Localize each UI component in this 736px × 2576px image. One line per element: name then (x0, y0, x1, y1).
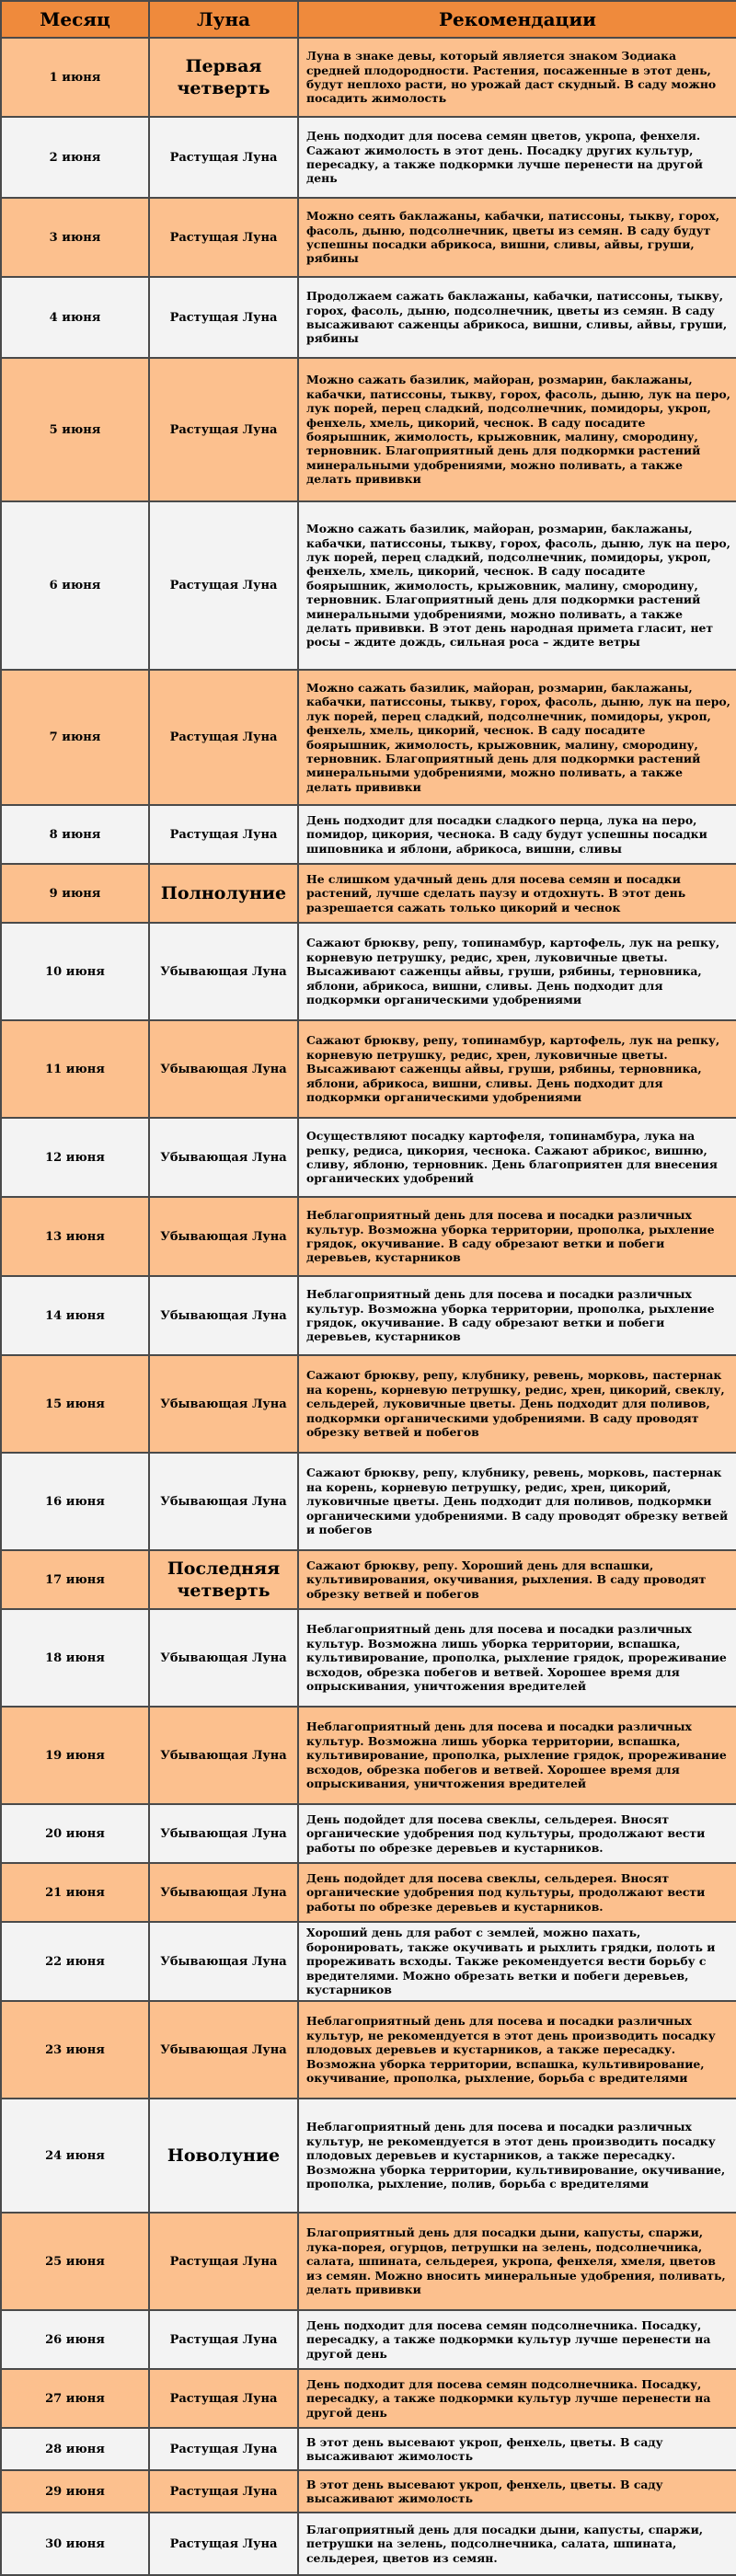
row-recommendation: Можно сажать базилик, майоран, розмарин, баклажаны, кабачки, патиссоны, тыкву, горох, фасоль, дыню, лук на перо, лук порей, перец сладкий, подсолнечник, помидоры, укроп, фенхель, хмель, цикорий, чеснок. В саду посадите боярышник, жимолость, крыжовник, малину, смородину, терновник. Благоприятный день для подкормки растений минеральными удобрениями, можно поливать, а также делать прививки (298, 358, 736, 501)
row-recommendation: Неблагоприятный день для посева и посадки различных культур. Возможна уборка территории, прополка, рыхление грядок, окучивание. В саду обрезают ветки и побеги деревьев, кустарников (298, 1197, 736, 1276)
row-moon-phase: Последняя четверть (149, 1550, 298, 1609)
row-moon-phase: Убывающая Луна (149, 1118, 298, 1197)
row-moon-phase: Первая четверть (149, 38, 298, 117)
row-date: 15 июня (1, 1355, 149, 1453)
table-row (1, 501, 736, 670)
row-moon-phase: Убывающая Луна (149, 1355, 298, 1453)
row-moon-phase: Растущая Луна (149, 117, 298, 198)
table-row (1, 2428, 736, 2470)
row-date: 28 июня (1, 2428, 149, 2470)
row-date: 2 июня (1, 117, 149, 198)
header-month: Месяц (1, 1, 149, 38)
row-date: 17 июня (1, 1550, 149, 1609)
row-date: 3 июня (1, 198, 149, 277)
row-moon-phase: Новолуние (149, 2099, 298, 2213)
row-moon-phase: Растущая Луна (149, 198, 298, 277)
row-moon-phase: Убывающая Луна (149, 1707, 298, 1804)
table-row (1, 2470, 736, 2513)
row-recommendation: Сажают брюкву, репу, клубнику, ревень, морковь, пастернак на корень, корневую петрушку, редис, хрен, цикорий, луковичные цветы. День подходит для поливов, подкормки органическими удобрениями. В саду проводят обрезку ветвей и побегов (298, 1453, 736, 1550)
row-date: 4 июня (1, 277, 149, 358)
row-date: 30 июня (1, 2513, 149, 2575)
row-recommendation: Неблагоприятный день для посева и посадки различных культур, не рекомендуется в этот день производить посадку плодовых деревьев и кустарников, а также пересадку. Возможна уборка территории, культивирование, окучивание, прополка, рыхление, полив, борьба с вредителями (298, 2099, 736, 2213)
row-recommendation: День подходит для посева семян подсолнечника. Посадку, пересадку, а также подкормки культур лучше перенести на другой день (298, 2369, 736, 2428)
row-recommendation: День подходит для посадки сладкого перца, лука на перо, помидор, цикория, чеснока. В саду будут успешны посадки шиповника и яблони, абрикоса, вишни, сливы (298, 805, 736, 864)
header-moon: Луна (149, 1, 298, 38)
header-row (1, 1, 736, 38)
table-row (1, 2213, 736, 2310)
row-moon-phase: Растущая Луна (149, 2213, 298, 2310)
row-date: 10 июня (1, 923, 149, 1020)
row-moon-phase: Растущая Луна (149, 670, 298, 805)
row-moon-phase: Растущая Луна (149, 2369, 298, 2428)
row-recommendation: Можно сеять баклажаны, кабачки, патиссоны, тыкву, горох, фасоль, дыню, подсолнечник, цветы из семян. В саду будут успешны посадки абрикоса, вишни, сливы, айвы, груши, рябины (298, 198, 736, 277)
table-row (1, 198, 736, 277)
row-moon-phase: Полнолуние (149, 864, 298, 923)
table-row (1, 38, 736, 117)
row-moon-phase: Убывающая Луна (149, 1863, 298, 1922)
table-row (1, 670, 736, 805)
row-moon-phase: Убывающая Луна (149, 1804, 298, 1863)
row-moon-phase: Растущая Луна (149, 2513, 298, 2575)
row-moon-phase: Убывающая Луна (149, 923, 298, 1020)
row-date: 20 июня (1, 1804, 149, 1863)
row-date: 23 июня (1, 2001, 149, 2099)
row-recommendation: Осуществляют посадку картофеля, топинамбура, лука на репку, редиса, цикория, чеснока. Сажают абрикос, вишню, сливу, яблоню, терновник. День благоприятен для внесения органических удобрений (298, 1118, 736, 1197)
row-recommendation: Продолжаем сажать баклажаны, кабачки, патиссоны, тыкву, горох, фасоль, дыню, подсолнечник, цветы из семян. В саду высаживают саженцы абрикоса, вишни, сливы, айвы, груши, рябины (298, 277, 736, 358)
row-recommendation: Неблагоприятный день для посева и посадки различных культур. Возможна лишь уборка территории, вспашка, культивирование, прополка, рыхление грядок, прореживание всходов, обрезка побегов и ветвей. Хорошее время для опрыскивания, уничтожения вредителей (298, 1707, 736, 1804)
table-row (1, 2001, 736, 2099)
row-recommendation: День подходит для посева семян подсолнечника. Посадку, пересадку, а также подкормки культур лучше перенести на другой день (298, 2310, 736, 2369)
table-row (1, 2099, 736, 2213)
row-recommendation: Сажают брюкву, репу, топинамбур, картофель, лук на репку, корневую петрушку, редис, хрен, луковичные цветы. Высаживают саженцы айвы, груши, рябины, терновника, яблони, абрикоса, вишни, сливы. День подходит для подкормки органическими удобрениями (298, 923, 736, 1020)
row-recommendation: В этот день высевают укроп, фенхель, цветы. В саду высаживают жимолость (298, 2428, 736, 2470)
row-date: 8 июня (1, 805, 149, 864)
table-row (1, 1355, 736, 1453)
table-row (1, 1118, 736, 1197)
row-moon-phase: Убывающая Луна (149, 1453, 298, 1550)
row-recommendation: Хороший день для работ с землей, можно пахать, боронировать, также окучивать и рыхлить грядки, полоть и прореживать всходы. Также рекомендуется вести борьбу с вредителями. Можно обрезать ветки и побеги деревьев, кустарников (298, 1922, 736, 2001)
table-row (1, 2513, 736, 2575)
row-recommendation: Луна в знаке девы, который является знаком Зодиака средней плодородности. Растения, посаженные в этот день, будут неплохо расти, но урожай даст скудный. В саду можно посадить жимолость (298, 38, 736, 117)
row-recommendation: Неблагоприятный день для посева и посадки различных культур. Возможна уборка территории, прополка, рыхление грядок, окучивание. В саду обрезают ветки и побеги деревьев, кустарников (298, 1276, 736, 1355)
row-recommendation: Благоприятный день для посадки дыни, капусты, спаржи, петрушки на зелень, подсолнечника, салата, шпината, сельдерея, цветов из семян. (298, 2513, 736, 2575)
row-moon-phase: Убывающая Луна (149, 2001, 298, 2099)
row-moon-phase: Убывающая Луна (149, 1276, 298, 1355)
row-moon-phase: Растущая Луна (149, 805, 298, 864)
row-recommendation: Сажают брюкву, репу, топинамбур, картофель, лук на репку, корневую петрушку, редис, хрен, луковичные цветы. Высаживают саженцы айвы, груши, рябины, терновника, яблони, абрикоса, вишни, сливы. День подходит для подкормки органическими удобрениями (298, 1020, 736, 1118)
table-row (1, 2369, 736, 2428)
row-moon-phase: Растущая Луна (149, 2428, 298, 2470)
row-date: 19 июня (1, 1707, 149, 1804)
row-moon-phase: Убывающая Луна (149, 1922, 298, 2001)
table-row (1, 1020, 736, 1118)
row-date: 16 июня (1, 1453, 149, 1550)
row-date: 13 июня (1, 1197, 149, 1276)
row-recommendation: Сажают брюкву, репу, клубнику, ревень, морковь, пастернак на корень, корневую петрушку, редис, хрен, цикорий, свеклу, сельдерей, луковичные цветы. День подходит для поливов, подкормки органическими удобрениями. В саду проводят обрезку ветвей и побегов (298, 1355, 736, 1453)
row-recommendation: День подойдет для посева свеклы, сельдерея. Вносят органические удобрения под культуры, продолжают вести работы по обрезке деревьев и кустарников. (298, 1863, 736, 1922)
row-recommendation: День подходит для посева семян цветов, укропа, фенхеля. Сажают жимолость в этот день. Посадку других культур, пересадку, а также подкормки лучше перенести на другой день (298, 117, 736, 198)
row-date: 5 июня (1, 358, 149, 501)
row-date: 1 июня (1, 38, 149, 117)
row-date: 12 июня (1, 1118, 149, 1197)
table-row (1, 277, 736, 358)
row-moon-phase: Убывающая Луна (149, 1197, 298, 1276)
row-date: 11 июня (1, 1020, 149, 1118)
row-moon-phase: Убывающая Луна (149, 1609, 298, 1707)
row-recommendation: Можно сажать базилик, майоран, розмарин, баклажаны, кабачки, патиссоны, тыкву, горох, фасоль, дыню, лук на перо, лук порей, перец сладкий, подсолнечник, помидоры, укроп, фенхель, хмель, цикорий, чеснок. В саду посадите боярышник, жимолость, крыжовник, малину, смородину, терновник. Благоприятный день для подкормки растений минеральными удобрениями, можно поливать, а также делать прививки (298, 670, 736, 805)
table-row (1, 1922, 736, 2001)
table-row (1, 1453, 736, 1550)
row-moon-phase: Растущая Луна (149, 2310, 298, 2369)
table-row (1, 923, 736, 1020)
row-recommendation: В этот день высевают укроп, фенхель, цветы. В саду высаживают жимолость (298, 2470, 736, 2513)
row-date: 24 июня (1, 2099, 149, 2213)
row-date: 22 июня (1, 1922, 149, 2001)
row-moon-phase: Растущая Луна (149, 501, 298, 670)
table-row (1, 1276, 736, 1355)
row-date: 27 июня (1, 2369, 149, 2428)
row-date: 25 июня (1, 2213, 149, 2310)
row-date: 6 июня (1, 501, 149, 670)
table-row (1, 1550, 736, 1609)
row-recommendation: Благоприятный день для посадки дыни, капусты, спаржи, лука-порея, огурцов, петрушки на зелень, подсолнечника, салата, шпината, сельдерея, укропа, фенхеля, хмеля, цветов из семян. Можно вносить минеральные удобрения, поливать, делать прививки (298, 2213, 736, 2310)
row-moon-phase: Растущая Луна (149, 358, 298, 501)
header-recommendations: Рекомендации (298, 1, 736, 38)
table-row (1, 358, 736, 501)
table-row (1, 864, 736, 923)
row-recommendation: Можно сажать базилик, майоран, розмарин, баклажаны, кабачки, патиссоны, тыкву, горох, фасоль, дыню, лук на перо, лук порей, перец сладкий, подсолнечник, помидоры, укроп, фенхель, хмель, цикорий, чеснок. В саду посадите боярышник, жимолость, крыжовник, малину, смородину, терновник. Благоприятный день для подкормки растений минеральными удобрениями, можно поливать, а также делать прививки. В этот день народная примета гласит, нет росы – ждите дождь, сильная роса – ждите ветры (298, 501, 736, 670)
table-row (1, 2310, 736, 2369)
row-date: 26 июня (1, 2310, 149, 2369)
row-date: 18 июня (1, 1609, 149, 1707)
row-date: 9 июня (1, 864, 149, 923)
row-recommendation: Не слишком удачный день для посева семян и посадки растений, лучше сделать паузу и отдохнуть. В этот день разрешается сажать только цикорий и чеснок (298, 864, 736, 923)
table-row (1, 1863, 736, 1922)
row-date: 29 июня (1, 2470, 149, 2513)
row-moon-phase: Растущая Луна (149, 277, 298, 358)
row-date: 7 июня (1, 670, 149, 805)
row-recommendation: День подойдет для посева свеклы, сельдерея. Вносят органические удобрения под культуры, продолжают вести работы по обрезке деревьев и кустарников. (298, 1804, 736, 1863)
table-row (1, 117, 736, 198)
row-recommendation: Сажают брюкву, репу. Хороший день для вспашки, культивирования, окучивания, рыхления. В саду проводят обрезку ветвей и побегов (298, 1550, 736, 1609)
table-row (1, 1609, 736, 1707)
row-date: 21 июня (1, 1863, 149, 1922)
table-row (1, 1197, 736, 1276)
row-moon-phase: Растущая Луна (149, 2470, 298, 2513)
table-row (1, 805, 736, 864)
row-date: 14 июня (1, 1276, 149, 1355)
table-row (1, 1804, 736, 1863)
row-recommendation: Неблагоприятный день для посева и посадки различных культур, не рекомендуется в этот день производить посадку плодовых деревьев и кустарников, а также пересадку. Возможна уборка территории, вспашка, культивирование, окучивание, прополка, рыхление, борьба с вредителями (298, 2001, 736, 2099)
row-recommendation: Неблагоприятный день для посева и посадки различных культур. Возможна лишь уборка территории, вспашка, культивирование, прополка, рыхление грядок, прореживание всходов, обрезка побегов и ветвей. Хорошее время для опрыскивания, уничтожения вредителей (298, 1609, 736, 1707)
row-moon-phase: Убывающая Луна (149, 1020, 298, 1118)
table-row (1, 1707, 736, 1804)
